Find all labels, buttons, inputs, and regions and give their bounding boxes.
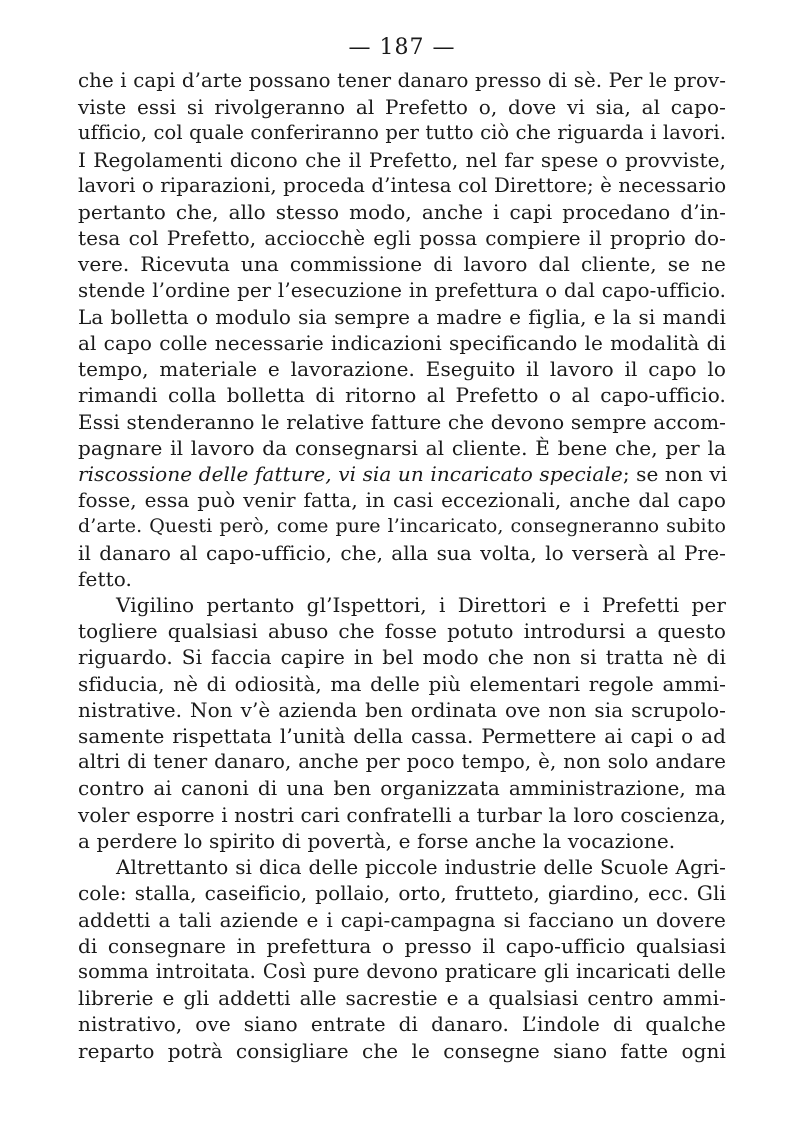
text-line: a perdere lo spirito di povertà, e forse anche la vocazione. (78, 828, 676, 853)
text-line: nistrative. Non v’è azienda ben ordinata ove non sia scrupolo- (78, 697, 726, 722)
text-line: addetti a tali aziende e i capi-campagna si facciano un dovere (78, 907, 726, 932)
text-line: togliere qualsiasi abuso che fosse potuto introdursi a questo (78, 619, 726, 644)
text-line: di consegnare in prefettura o presso il capo-ufficio qualsiasi (78, 933, 726, 958)
text-line: reparto potrà consigliare che le consegne siano fatte ogni (78, 1038, 726, 1063)
text-line: pertanto che, allo stesso modo, anche i capi procedano d’in- (78, 200, 726, 225)
text-line: cole: stalla, caseificio, pollaio, orto, frutteto, giardino, ecc. Gli (78, 881, 726, 906)
text-line: Essi stenderanno le relative fatture che devono sempre accom- (78, 409, 726, 434)
text-line: viste essi si rivolgeranno al Prefetto o, dove vi sia, al capo- (78, 95, 726, 120)
text-line: somma introitata. Così pure devono praticare gli incaricati delle (78, 959, 726, 983)
text-line: pagnare il lavoro da consegnarsi al cliente. È bene che, per la (78, 435, 726, 460)
text-line: riguardo. Si faccia capire in bel modo che non si tratta nè di (78, 645, 726, 670)
text-line: lavori o riparazioni, proceda d’intesa col Direttore; è necessario (78, 173, 727, 197)
text-line: voler esporre i nostri cari confratelli a turbar la loro coscienza, (78, 802, 726, 827)
text-line: nistrativo, ove siano entrate di danaro. L’indole di qualche (78, 1012, 726, 1037)
text-line: stende l’ordine per l’esecuzione in prefettura o dal capo-ufficio. (78, 278, 726, 302)
text-line: altri di tener danaro, anche per poco tempo, è, non solo andare (78, 750, 726, 774)
paragraph-2 (78, 592, 726, 854)
text-line: Altrettanto si dica delle piccole industrie delle Scuole Agri- (116, 855, 726, 880)
text-line: I Regolamenti dicono che il Prefetto, nel far spese o provviste, (78, 147, 726, 172)
text-line: che i capi d’arte possano tener danaro presso di sè. Per le prov- (78, 69, 726, 92)
text-line: d’arte. Questi però, come pure l’incaricato, consegneranno subito (78, 515, 726, 538)
paragraph-1 (78, 68, 726, 592)
book-page (78, 34, 726, 1064)
text-line: tesa col Prefetto, acciocchè egli possa compiere il proprio do- (78, 226, 726, 251)
text-line: sfiducia, nè di odiosità, ma delle più elementari regole ammi- (78, 671, 726, 696)
text-line: vere. Ricevuta una commissione di lavoro dal cliente, se ne (78, 252, 726, 277)
text-line: Vigilino pertanto gl’Ispettori, i Direttori e i Prefetti per (116, 593, 726, 618)
text-line: ufficio, col quale conferiranno per tutto ciò che riguarda i lavori. (78, 121, 726, 145)
text-line: il danaro al capo-ufficio, che, alla sua volta, lo verserà al Pre- (78, 540, 726, 565)
page-number: — 187 — (348, 35, 456, 60)
text-line: La bolletta o modulo sia sempre a madre e figlia, e la si mandi (78, 304, 726, 329)
paragraph-3 (78, 854, 726, 1064)
text-line: al capo colle necessarie indicazioni specificando le modalità di (78, 331, 726, 356)
text-line: riscossione delle fatture, vi sia un incaricato speciale; se non vi (78, 462, 728, 487)
text-line: tempo, materiale e lavorazione. Eseguito il lavoro il capo lo (78, 357, 726, 382)
text-line: contro ai canoni di una ben organizzata amministrazione, ma (78, 776, 726, 801)
text-line: fetto. (78, 566, 132, 591)
text-line: rimandi colla bolletta di ritorno al Prefetto o al capo-ufficio. (78, 383, 726, 408)
text-line: samente rispettata l’unità della cassa. Permettere ai capi o ad (78, 724, 726, 749)
text-line: fosse, essa può venir fatta, in casi eccezionali, anche dal capo (78, 488, 726, 513)
text-line: librerie e gli addetti alle sacrestie e a qualsiasi centro ammi- (78, 986, 726, 1011)
